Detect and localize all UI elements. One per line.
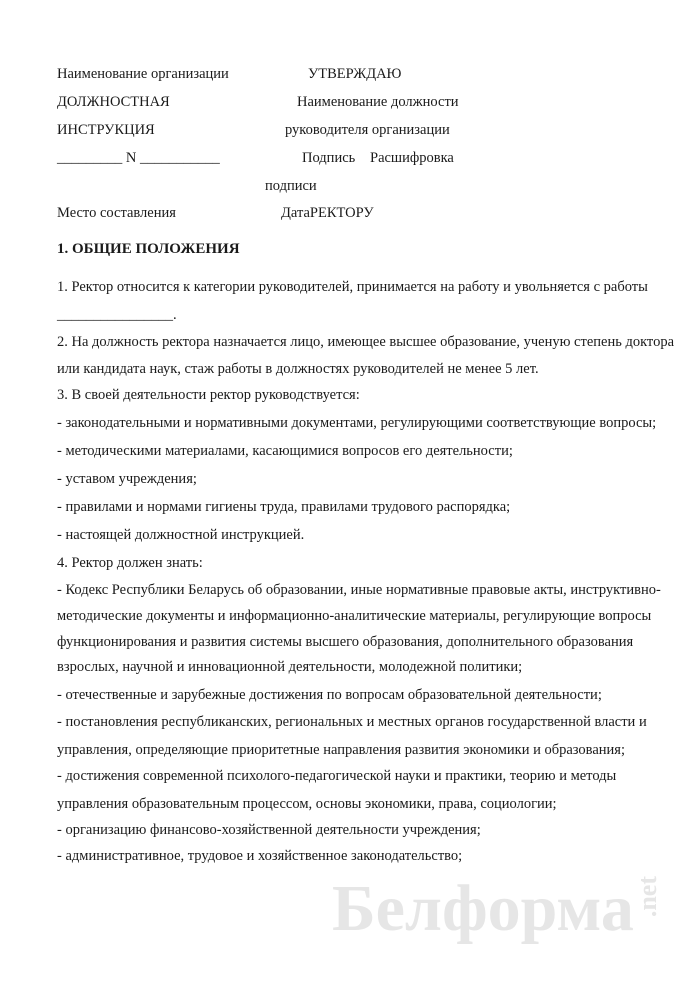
document-line: - правилами и нормами гигиены труда, правилами трудового распорядка; [57, 499, 511, 515]
document-line: - настоящей должностной инструкцией. [57, 527, 305, 543]
approve-label: УТВЕРЖДАЮ [308, 66, 402, 82]
document-line: - административное, трудовое и хозяйственное законодательство; [57, 848, 463, 864]
document-line: - отечественные и зарубежные достижения по вопросам образовательной деятельности; [57, 687, 602, 703]
document-line: ________________. [57, 307, 177, 323]
document-line: - законодательными и нормативными документами, регулирующими соответствующие вопросы; [57, 415, 657, 431]
document-line: 1. Ректор относится к категории руководителей, принимается на работу и увольняется с работы [57, 279, 648, 295]
section-title: 1. ОБЩИЕ ПОЛОЖЕНИЯ [57, 241, 240, 257]
org-name: Наименование организации [57, 66, 229, 82]
place-label: Место составления [57, 205, 176, 221]
document-line: 4. Ректор должен знать: [57, 555, 203, 571]
document-line: - Кодекс Республики Беларусь об образовании, иные нормативные правовые акты, инструктивно- [57, 582, 661, 598]
document-line: методические документы и информационно-аналитические материалы, регулирующие вопросы [57, 608, 652, 624]
document-line: - постановления республиканских, региональных и местных органов государственной власти и [57, 714, 647, 730]
watermark-text: Белформа [332, 872, 634, 945]
number-line: _________ N ___________ [57, 150, 220, 166]
document-line: взрослых, научной и инновационной деятельности, молодежной политики; [57, 659, 523, 675]
date-to-label: ДатаРЕКТОРУ [281, 205, 374, 221]
doc-type-line-1: ДОЛЖНОСТНАЯ [57, 94, 170, 110]
document-line: или кандидата наук, стаж работы в должностях руководителей не менее 5 лет. [57, 361, 539, 377]
position-name: Наименование должности [297, 94, 459, 110]
document-line: функционирования и развития системы высшего образования, дополнительного образования [57, 634, 634, 650]
head-of-org: руководителя организации [285, 122, 450, 138]
watermark-suffix: .net [633, 876, 662, 918]
document-line: - организацию финансово-хозяйственной деятельности учреждения; [57, 822, 481, 838]
decryption-label: Расшифровка [370, 150, 454, 166]
document-line: - методическими материалами, касающимися вопросов его деятельности; [57, 443, 513, 459]
signature-label: Подпись [302, 150, 356, 166]
document-line: 2. На должность ректора назначается лицо, имеющее высшее образование, ученую степень доктора [57, 334, 675, 350]
signature-label-2: подписи [265, 178, 317, 194]
document-line: - уставом учреждения; [57, 471, 197, 487]
document-line: - достижения современной психолого-педагогической науки и практики, теорию и методы [57, 768, 617, 784]
document-line: 3. В своей деятельности ректор руководствуется: [57, 387, 360, 403]
document-line: управления образовательным процессом, основы экономики, права, социологии; [57, 796, 557, 812]
document-line: управления, определяющие приоритетные направления развития экономики и образования; [57, 742, 625, 758]
doc-type-line-2: ИНСТРУКЦИЯ [57, 122, 155, 138]
